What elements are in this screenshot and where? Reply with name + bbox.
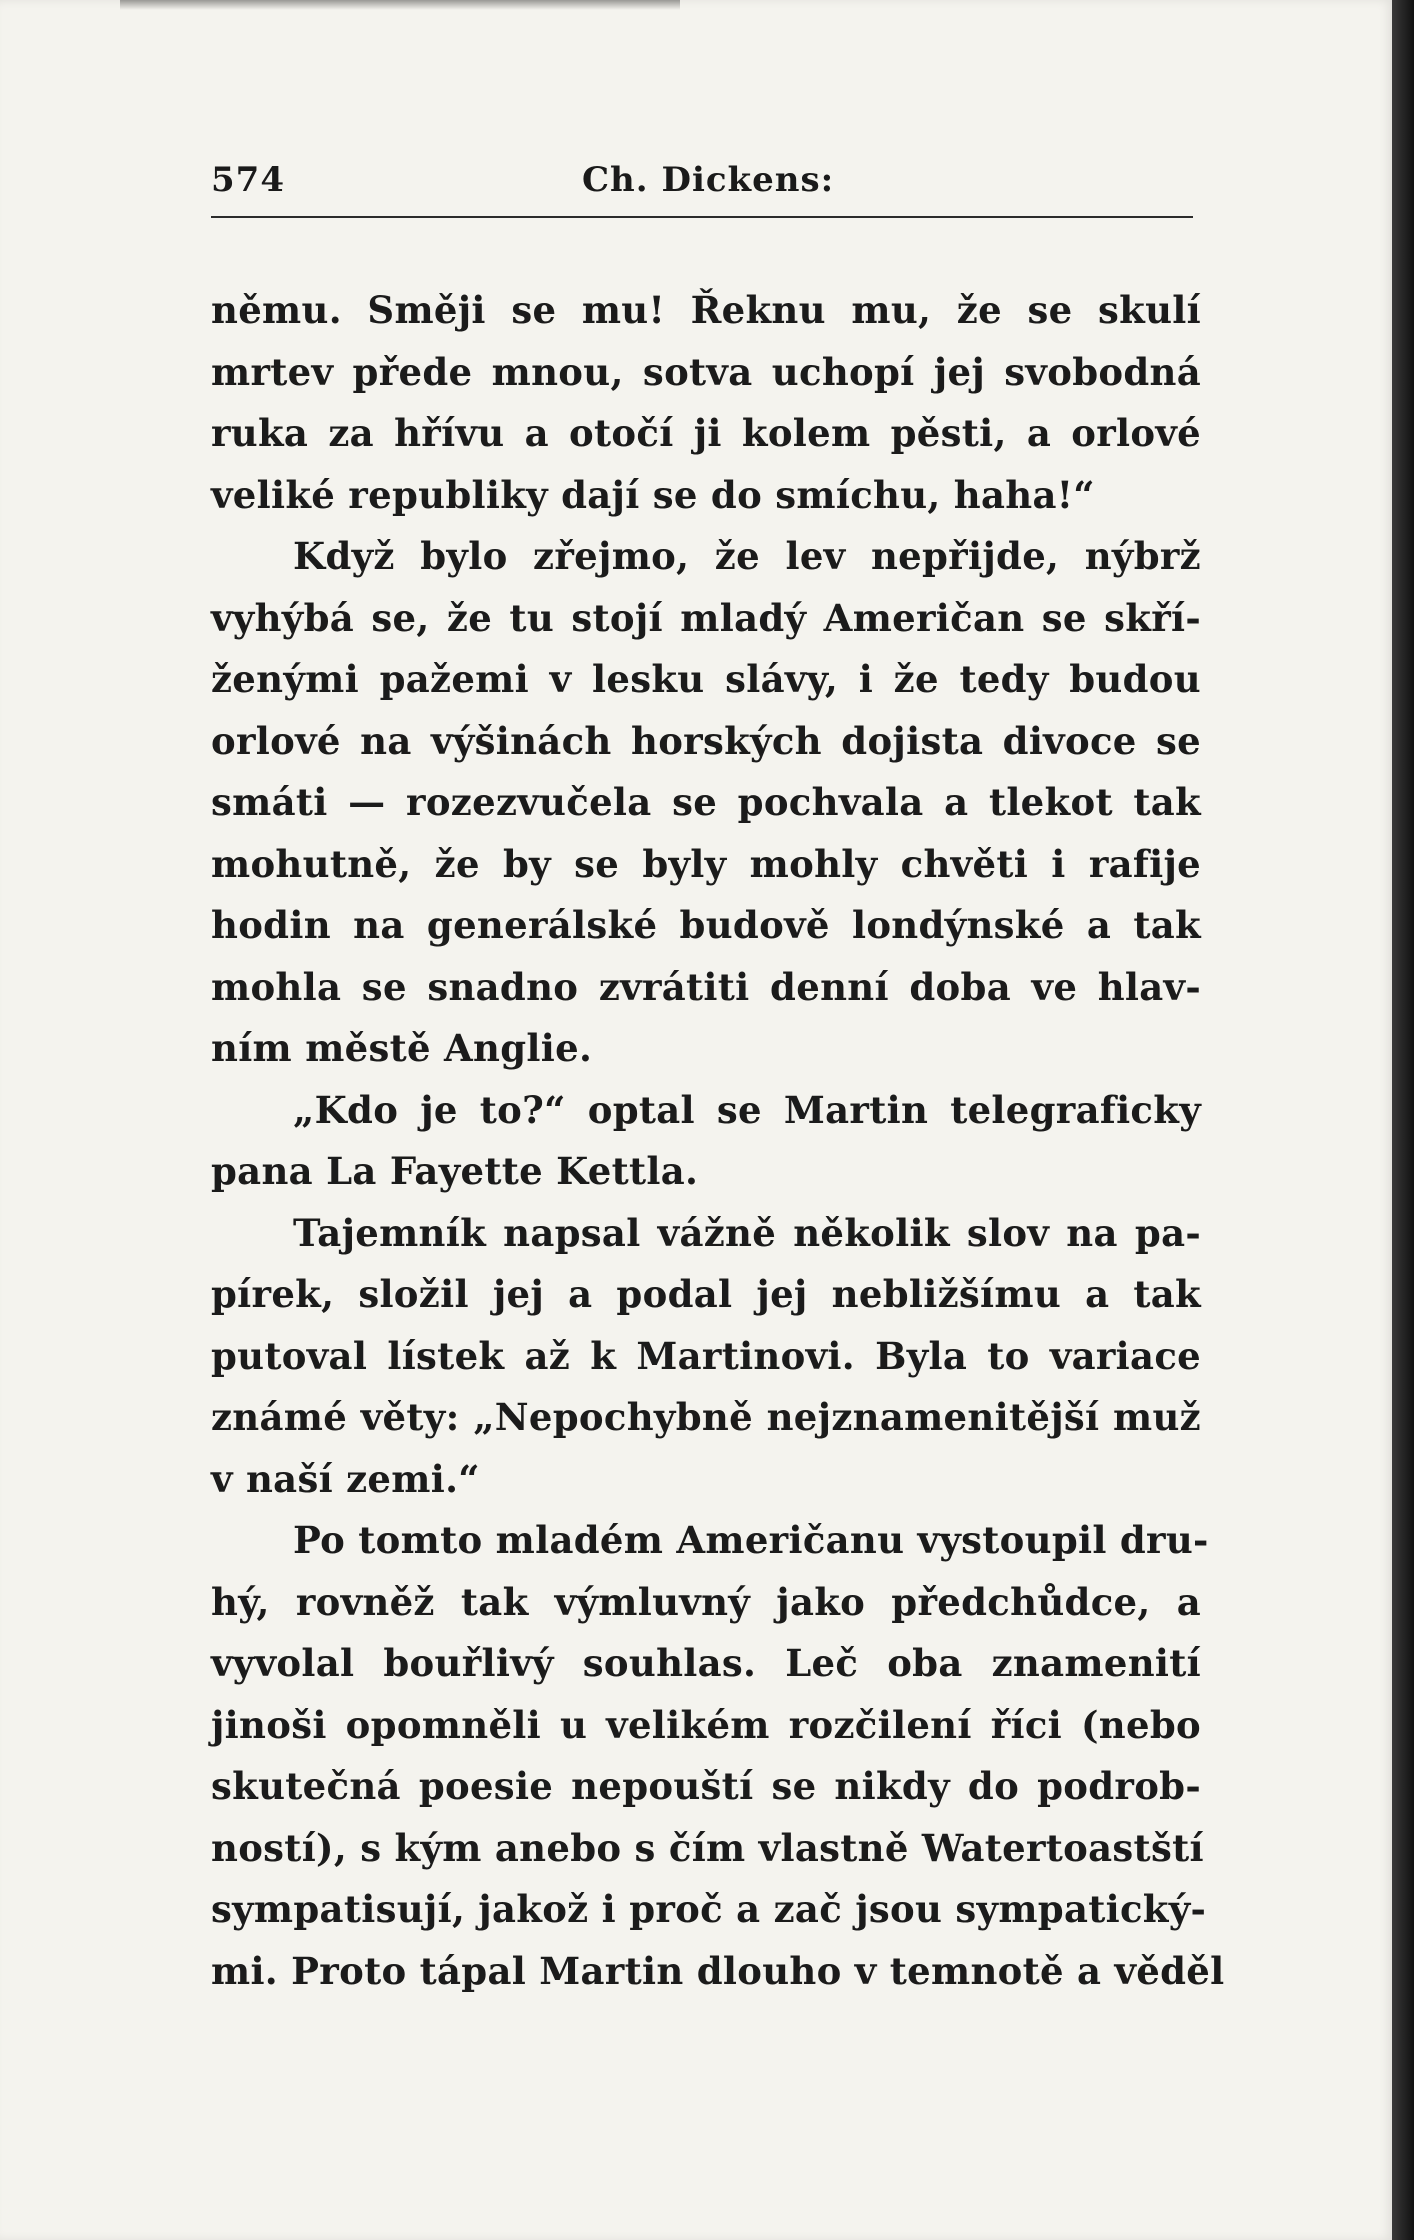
text-line: sympatisují, jakož i proč a zač jsou sympatický- (211, 1887, 1207, 1931)
text-line: orlové na výšinách horských dojista divoce se (211, 718, 1201, 763)
text-line: „Kdo je to?“ optal se Martin telegraficky (293, 1087, 1201, 1132)
text-line: ním městě Anglie. (211, 1026, 593, 1070)
text-line: skutečná poesie nepouští se nikdy do podrob- (211, 1764, 1201, 1808)
text-line: putoval lístek až k Martinovi. Byla to variace (211, 1333, 1201, 1378)
text-line: veliké republiky dají se do smíchu, haha!“ (211, 472, 1095, 517)
text-line: smáti — rozezvučela se pochvala a tlekot tak (211, 780, 1201, 824)
text-line: v naší zemi.“ (211, 1456, 480, 1501)
text-line: mrtev přede mnou, sotva uchopí jej svobodná (211, 349, 1201, 394)
scan-edge (1392, 0, 1414, 2240)
text-line: mohutně, že by se byly mohly chvěti i rafije (211, 841, 1201, 886)
text-line: němu. Směji se mu! Řeknu mu, že se skulí (211, 288, 1201, 332)
text-line: ženými pažemi v lesku slávy, i že tedy budou (211, 657, 1201, 701)
body-text (211, 280, 1225, 2002)
text-line: Po tomto mladém Američanu vystoupil dru- (293, 1518, 1209, 1562)
scan-smudge (120, 0, 680, 10)
text-line: vyvolal bouřlivý souhlas. Leč oba znamenití (211, 1641, 1201, 1685)
text-line: ruka za hřívu a otočí ji kolem pěsti, a orlové (211, 411, 1201, 455)
text-line: pírek, složil jej a podal jej nebližšímu a tak (211, 1272, 1201, 1316)
text-line: mohla se snadno zvrátiti denní doba ve hlav- (211, 964, 1201, 1009)
page-header (211, 156, 1193, 218)
running-head: Ch. Dickens: (582, 160, 835, 200)
text-line: Tajemník napsal vážně několik slov na pa- (293, 1210, 1201, 1255)
text-line: hodin na generálské budově londýnské a tak (211, 903, 1201, 947)
page-number: 574 (211, 160, 285, 200)
text-line: jinoši opomněli u velikém rozčilení říci (nebo (211, 1702, 1201, 1747)
text-line: vyhýbá se, že tu stojí mladý Američan se skří- (211, 595, 1201, 640)
text-line: mi. Proto tápal Martin dlouho v temnotě a věděl (211, 1948, 1225, 1993)
text-line: ností), s kým anebo s čím vlastně Watertoastští (211, 1825, 1204, 1870)
text-line: známé věty: „Nepochybně nejznamenitější muž (211, 1395, 1201, 1439)
text-line: Když bylo zřejmo, že lev nepřijde, nýbrž (293, 534, 1201, 578)
text-line: pana La Fayette Kettla. (211, 1149, 699, 1193)
text-line: hý, rovněž tak výmluvný jako předchůdce, a (211, 1579, 1201, 1624)
